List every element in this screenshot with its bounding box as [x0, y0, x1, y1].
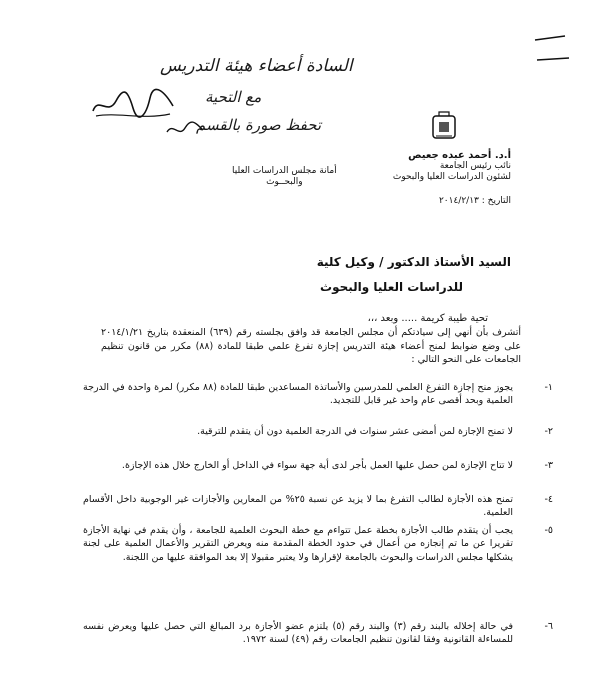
university-logo-icon — [430, 110, 458, 142]
sender-title-2: لشئون الدراسات العليا والبحوث — [392, 172, 511, 182]
clause-item — [83, 425, 553, 438]
greeting: تحية طيبة كريمة ..... وبعد ،،، — [367, 313, 488, 324]
handwritten-line-3: تحفظ صورة بالقسم — [196, 116, 322, 134]
letter-date: التاريخ : ٢٠١٤/٢/١٣ — [438, 196, 511, 206]
clause-number: ١- — [544, 382, 553, 393]
clause-item — [83, 381, 553, 408]
handwritten-line-1: السادة أعضاء هيئة التدريس — [160, 56, 353, 76]
clause-text: لا تمنح الإجازة لمن أمضى عشر سنوات في الدرجة العلمية دون أن يتقدم للترقية. — [197, 426, 513, 437]
clause-number: ٤- — [544, 494, 553, 505]
clause-number: ٣- — [544, 460, 553, 471]
clause-item — [83, 524, 553, 564]
clause-text: يجوز منح إجازة التفرغ العلمي للمدرسين والأساتذة المساعدين طبقا للمادة (٨٨ مكرر) لمرة واحدة في الدرجة العلمية وبحد أقصى عام واحد غير قابل للتجديد. — [83, 382, 513, 407]
clause-item — [83, 459, 553, 472]
sender-header — [393, 150, 511, 183]
secretariat-header — [232, 166, 337, 188]
clause-text: تمنح هذه الأجازة لطالب التفرغ بما لا يزيد عن نسبة ٢٥% من المعارين والأجازات غير الوجوبية داخل الأقسام العلمية. — [83, 494, 513, 519]
clause-text: يجب أن يتقدم طالب الأجازة بخطة عمل تتواءم مع خطة البحوث العلمية للجامعة ، وأن يقدم في نهاية الأجازة تقريرا عن ما تم إنجازه من أعمال في حدود الخطة المقدمة منه ويعرض التقرير والأعمال العلمية على لجنة يشكلها مجلس الدراسات والبحوث بالجامعة لإقرارها ولا يعتبر مقبولا إلا بعد الموافقة عليها من اللجنة. — [83, 525, 513, 563]
clause-item — [83, 620, 553, 647]
secretariat-line-2: والبحــوث — [266, 177, 303, 187]
corner-mark-icon — [525, 30, 575, 70]
secretariat-line-1: أمانة مجلس الدراسات العليا — [232, 166, 337, 176]
intro-paragraph: أتشرف بأن أنهي إلى سيادتكم أن مجلس الجامعة قد وافق بجلسته رقم (٦٣٩) المنعقدة بتاريخ ٢٠١٤/١/٢١ على وضع ضوابط لمنح أعضاء هيئة التدريس إجازة تفرغ علمي طبقا للمادة (٨٨) مكرر من قانون تنظيم الجامعات على النحو التالي : — [101, 327, 522, 366]
addressee-line-2: للدراسات العليا والبحوث — [320, 280, 463, 294]
addressee-line-1: السيد الأستاذ الدكتور / وكيل كلية — [316, 255, 511, 269]
clause-item — [83, 493, 553, 520]
sender-title-1: نائب رئيس الجامعة — [439, 161, 511, 171]
clause-number: ٦- — [544, 621, 553, 632]
signature-scribble-2 — [165, 120, 205, 140]
clause-text: لا تتاح الإجازة لمن حصل عليها العمل بأجر لدى أية جهة سواء في الداخل أو الخارج خلال هذه الإجازة. — [121, 460, 513, 471]
sender-name: أ.د. أحمد عبده جعيص — [408, 150, 511, 161]
clause-number: ٥- — [544, 525, 553, 536]
clause-number: ٢- — [544, 426, 553, 437]
handwritten-line-2: مع التحية — [205, 88, 262, 106]
clause-text: في حالة إخلاله بالبند رقم (٣) والبند رقم (٥) يلتزم عضو الأجازة برد المبالغ التي حصل عليها ويعرض نفسه للمساءلة القانونية وفقا لقانون تنظيم الجامعات رقم (٤٩) لسنة ١٩٧٢. — [83, 621, 514, 646]
